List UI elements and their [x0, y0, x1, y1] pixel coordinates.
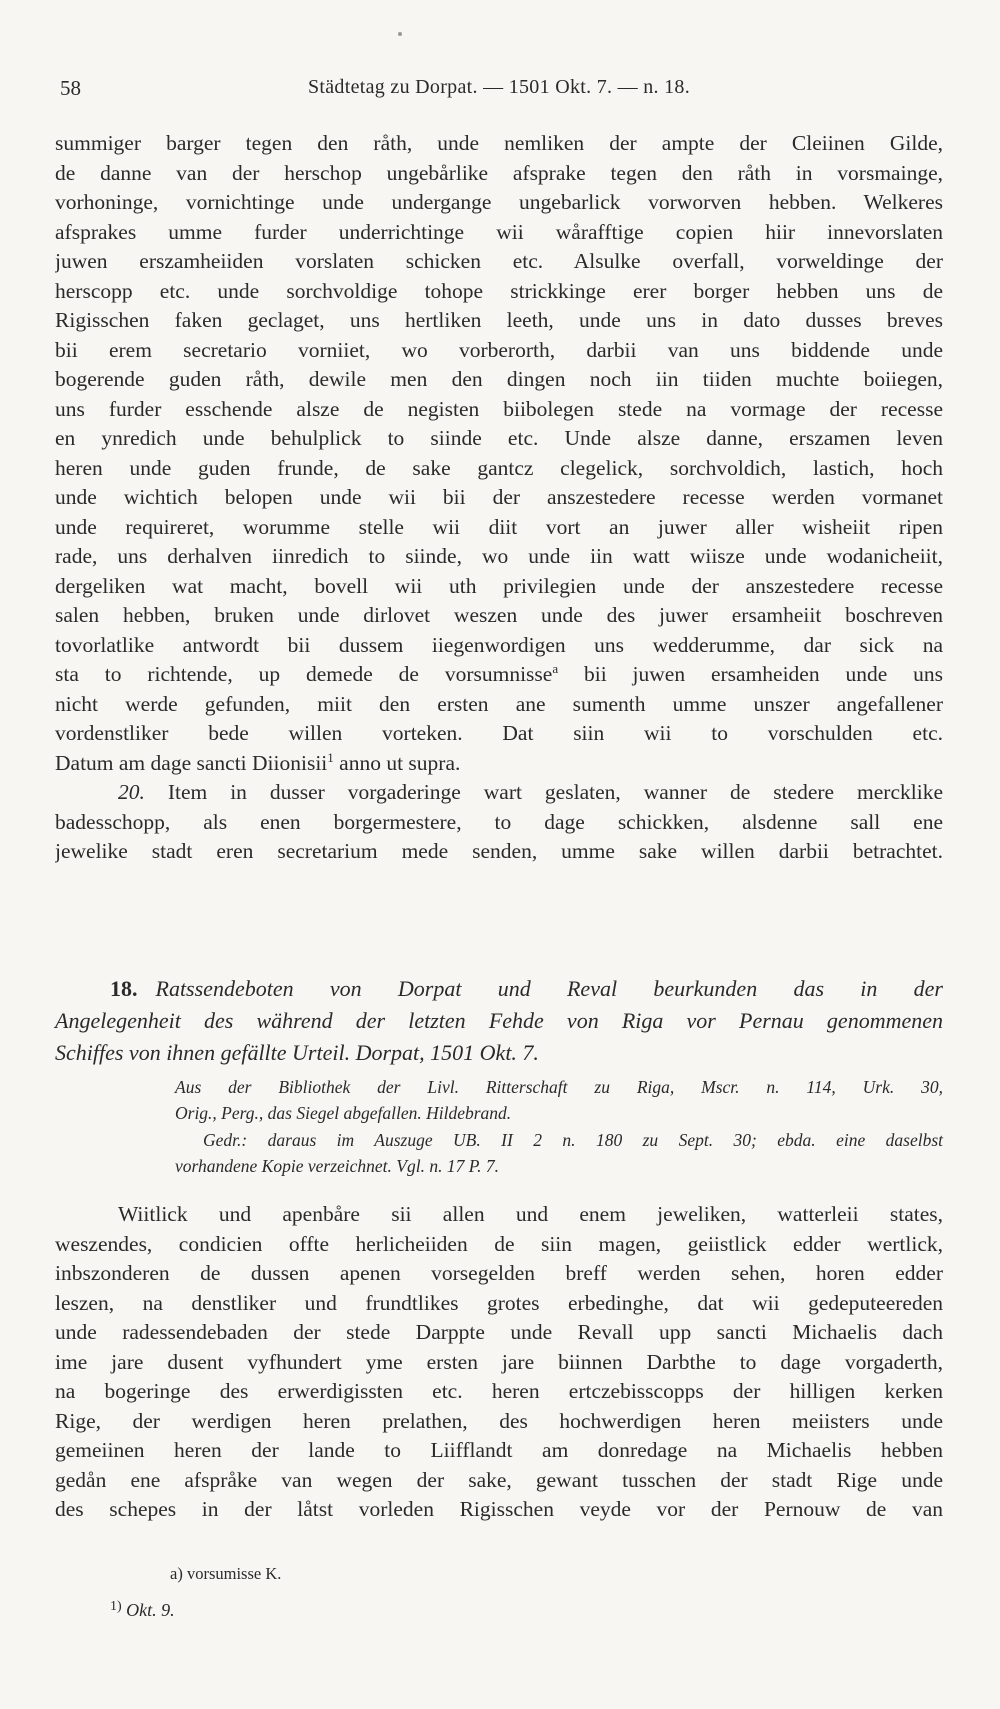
text-line-with-note: Datum am dage sancti Diionisii$^1$ anno ut supra.: [55, 749, 461, 775]
source-line: Orig., Perg., das Siegel abgefallen. Hildebrand.: [175, 1103, 512, 1123]
print-note: [175, 1127, 943, 1179]
text-line: vordenstliker bede willen vorteken. Dat siin wii to vorschulden etc.: [55, 721, 943, 745]
text-line: uns furder esschende alsze de negisten biibolegen stede na vormage der recesse: [55, 396, 943, 421]
footnote-marker-1: 1: [327, 749, 334, 765]
footnote-1: $^{1)}$ Okt. 9.: [110, 1599, 175, 1620]
text-line: weszendes, condicien offte herlicheiiden de siin magen, geiistlick edder wertlick,: [55, 1231, 943, 1256]
text-line: Rige, der werdigen heren prelathen, des hochwerdigen heren meiisters unde: [55, 1408, 943, 1433]
source-note: [175, 1074, 943, 1126]
footnote-marker-a: a: [552, 661, 559, 676]
source-line: Aus der Bibliothek der Livl. Ritterschaft zu Riga, Mscr. n. 114, Urk. 30,: [175, 1077, 943, 1097]
text-line: badesschopp, als enen borgermestere, to dage schickken, alsdenne sall ene: [55, 809, 943, 834]
running-title: Städtetag zu Dorpat. — 1501 Okt. 7. — n. 18.: [307, 76, 691, 98]
text-line: unde wichtich belopen unde wii bii der anszestedere recesse werden vormanet: [55, 485, 943, 509]
page-header: [60, 76, 938, 106]
text-line: rade, uns derhalven iinredich to siinde, wo unde iin watt wiisze unde wodanicheiit,: [55, 544, 943, 568]
text-line: unde radessendebaden der stede Darppte unde Revall upp sancti Michaelis dach: [55, 1320, 943, 1344]
document-title-line: 18. Ratssendeboten von Dorpat und Reval beurkunden das in der: [110, 976, 943, 1001]
text-line: Rigisschen faken geclaget, uns hertliken leeth, unde uns in dato dusses breves: [55, 308, 943, 332]
text-line: bogerende guden råth, dewile men den dingen noch iin tiiden muchte boiiegen,: [55, 367, 943, 391]
body-text-top: [55, 129, 943, 867]
item-number: 20.: [118, 780, 145, 804]
text-line: salen hebben, bruken unde dirlovet weszen unde des juwer ersamheiit boschreven: [55, 603, 943, 627]
item-20-first-line: 20. Item in dusser vorgaderinge wart geslaten, wanner de stedere mercklike: [118, 780, 943, 804]
print-speck: [398, 32, 402, 36]
text-line: vorhoninge, vornichtinge unde undergange ungebarlick vorworven hebben. Welkeres: [55, 190, 943, 214]
source-line: Gedr.: daraus im Auszuge UB. II 2 n. 180 zu Sept. 30; ebda. eine daselbst: [203, 1130, 943, 1150]
page-number: 58: [60, 76, 81, 100]
footnote-a: a) vorsumisse K.: [170, 1564, 282, 1583]
text-line: unde requireret, worumme stelle wii diit vort an juwer aller wisheiit ripen: [55, 514, 943, 539]
text-line: jewelike stadt eren secretarium mede senden, umme sake willen darbii betrachtet.: [55, 839, 943, 863]
text-line: gedån ene afspråke van wegen der sake, gewant tusschen der stadt Rige unde: [55, 1467, 943, 1492]
text-line: Wiitlick und apenbåre sii allen und enem jeweliken, watterleii states,: [118, 1202, 943, 1226]
text-line: leszen, na denstliker und frundtlikes grotes erbedinghe, dat wii gedeputeereden: [55, 1290, 943, 1315]
text-line: na bogeringe des erwerdigissten etc. heren ertczebisscopps der hilligen kerken: [55, 1379, 943, 1403]
text-line: afsprakes umme furder underrichtinge wii wårafftige copien hiir innevorslaten: [55, 219, 943, 244]
text-line: des schepes in der låtst vorleden Rigisschen veyde vor der Pernouw de van: [55, 1497, 943, 1521]
text-line-with-note: sta to richtende, up demede de vorsumnisse$^a$ bii juwen ersamheiden unde uns: [55, 661, 943, 686]
document-title-line: Angelegenheit des während der letzten Fehde von Riga vor Pernau genommenen: [55, 1008, 943, 1033]
text-line: de danne van der herschop ungebårlike afsprake tegen den råth in vorsmainge,: [55, 160, 943, 185]
text-line: summiger barger tegen den råth, unde nemliken der ampte der Cleiinen Gilde,: [55, 131, 943, 155]
text-line: heren unde guden frunde, de sake gantcz clegelick, sorchvoldich, lastich, hoch: [55, 455, 943, 480]
text-line: en ynredich unde behulplick to siinde etc. Unde alsze danne, erszamen leven: [55, 426, 943, 450]
text-line: nicht werde gefunden, miit den ersten ane sumenth umme unszer angefallener: [55, 691, 943, 716]
document-number: 18.: [110, 976, 138, 1001]
text-line: bii erem secretario vorniiet, wo vorberorth, darbii van uns biddende unde: [55, 337, 943, 362]
text-line: dergeliken wat macht, bovell wii uth privilegien unde der anszestedere recesse: [55, 573, 943, 598]
text-line: inbszonderen de dussen apenen vorsegelden breff werden sehen, horen edder: [55, 1261, 943, 1285]
text-line: ime jare dusent vyfhundert yme ersten jare biinnen Darbthe to dage vorgaderth,: [55, 1349, 943, 1374]
document-title-line: Schiffes von ihnen gefällte Urteil. Dorpat, 1501 Okt. 7.: [55, 1040, 539, 1065]
document-heading: [55, 973, 943, 1069]
source-line: vorhandene Kopie verzeichnet. Vgl. n. 17 P. 7.: [175, 1156, 500, 1176]
text-line: gemeiinen heren der lande to Liifflandt am donredage na Michaelis hebben: [55, 1438, 943, 1462]
text-line: juwen erszamheiiden vorslaten schicken etc. Alsulke overfall, vorweldinge der: [55, 249, 943, 273]
text-line: herscopp etc. unde sorchvoldige tohope strickkinge erer borger hebben uns de: [55, 278, 943, 303]
text-line: tovorlatlike antwordt bii dussem iiegenwordigen uns wedderumme, dar sick na: [55, 632, 943, 657]
body-text-bottom: [55, 1200, 943, 1525]
